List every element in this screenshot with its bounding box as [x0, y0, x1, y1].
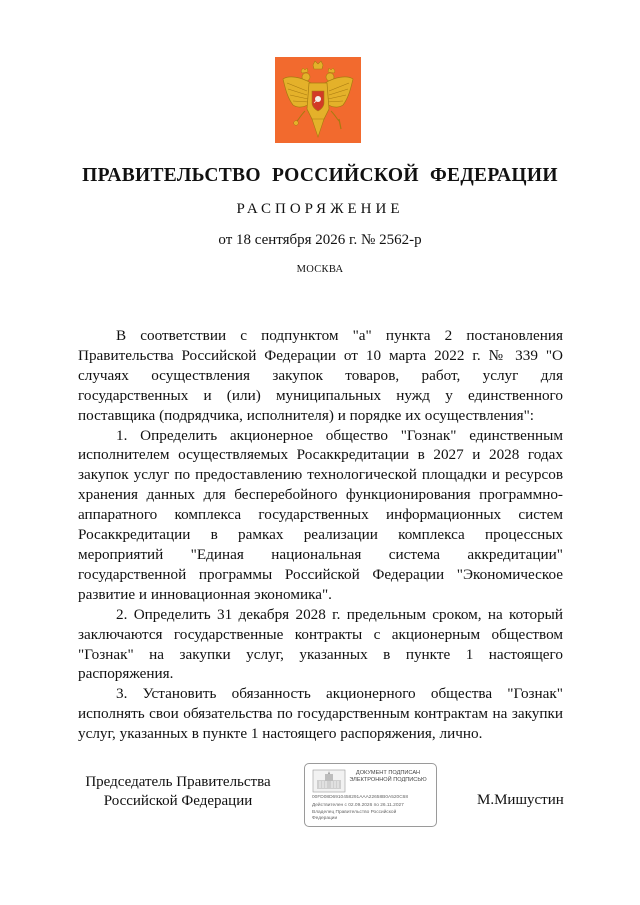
document-date-number: от 18 сентября 2026 г. № 2562-р — [218, 232, 422, 248]
preamble-paragraph: В соответствии с подпунктом "а" пункта 2 постановления Правительства Российской Федерации от 10 марта 2022 г. № 339 "О случаях осуществления закупок товаров, работ, услуг для государственных и (или) муниципальных нужд у единственного поставщика (подрядчика, исполнителя) и порядке их осуществления": — [78, 327, 563, 424]
electronic-signature-stamp — [304, 763, 437, 827]
document-body — [78, 326, 563, 744]
signatory-position-line-2: Российской Федерации — [103, 793, 253, 809]
signatory-position — [78, 773, 278, 811]
stamp-heading-line-1: ДОКУМЕНТ ПОДПИСАН — [355, 770, 421, 776]
stamp-certificate: 00FD08D6910458291AAA22658B0A520C68 — [312, 795, 409, 800]
item-2-paragraph: 2. Определить 31 декабря 2028 г. предельным сроком, на который заключаются государственные контракты с акционерным обществом "Гознак" на закупки услуг, указанных в пункте 1 настоящего распоряжения. — [78, 605, 563, 683]
item-3-paragraph: 3. Установить обязанность акционерного общества "Гознак" исполнять свои обязательства по государственным контрактам на закупки услуг, указанных в пункте 1 настоящего распоряжения, лично. — [78, 685, 563, 743]
document-place: МОСКВА — [296, 264, 344, 275]
signatory-position-line-1: Председатель Правительства — [85, 774, 271, 790]
signatory-name: М.Мишустин — [477, 792, 564, 808]
government-title: ПРАВИТЕЛЬСТВО РОССИЙСКОЙ ФЕДЕРАЦИИ — [82, 165, 558, 186]
stamp-heading — [343, 770, 433, 784]
stamp-heading-line-2: ЭЛЕКТРОННОЙ ПОДПИСЬЮ — [349, 777, 427, 783]
stamp-owner-line-1: Владелец Правительство Российской — [312, 810, 397, 815]
document-type: РАСПОРЯЖЕНИЕ — [236, 201, 404, 217]
item-1-paragraph: 1. Определить акционерное общество "Гознак" единственным исполнителем осуществляемых Росаккредитации в 2027 и 2028 годах закупок услуг по предоставлению технологической площадки и ресурсов хранения данных для бесперебойного функционирования программно-аппаратного комплекса государственных информационных систем Росаккредитации в рамках реализации комплекса процессных мероприятий "Единая национальная система аккредитации" государственной программы Российской Федерации "Экономическое развитие и инновационная экономика". — [78, 426, 563, 603]
stamp-validity: Действителен с 02.09.2026 по 26.11.2027 — [312, 803, 404, 808]
stamp-owner-line-2: Федерации — [312, 816, 338, 821]
building-seal-icon — [312, 769, 346, 793]
coat-of-arms-icon — [275, 57, 361, 143]
